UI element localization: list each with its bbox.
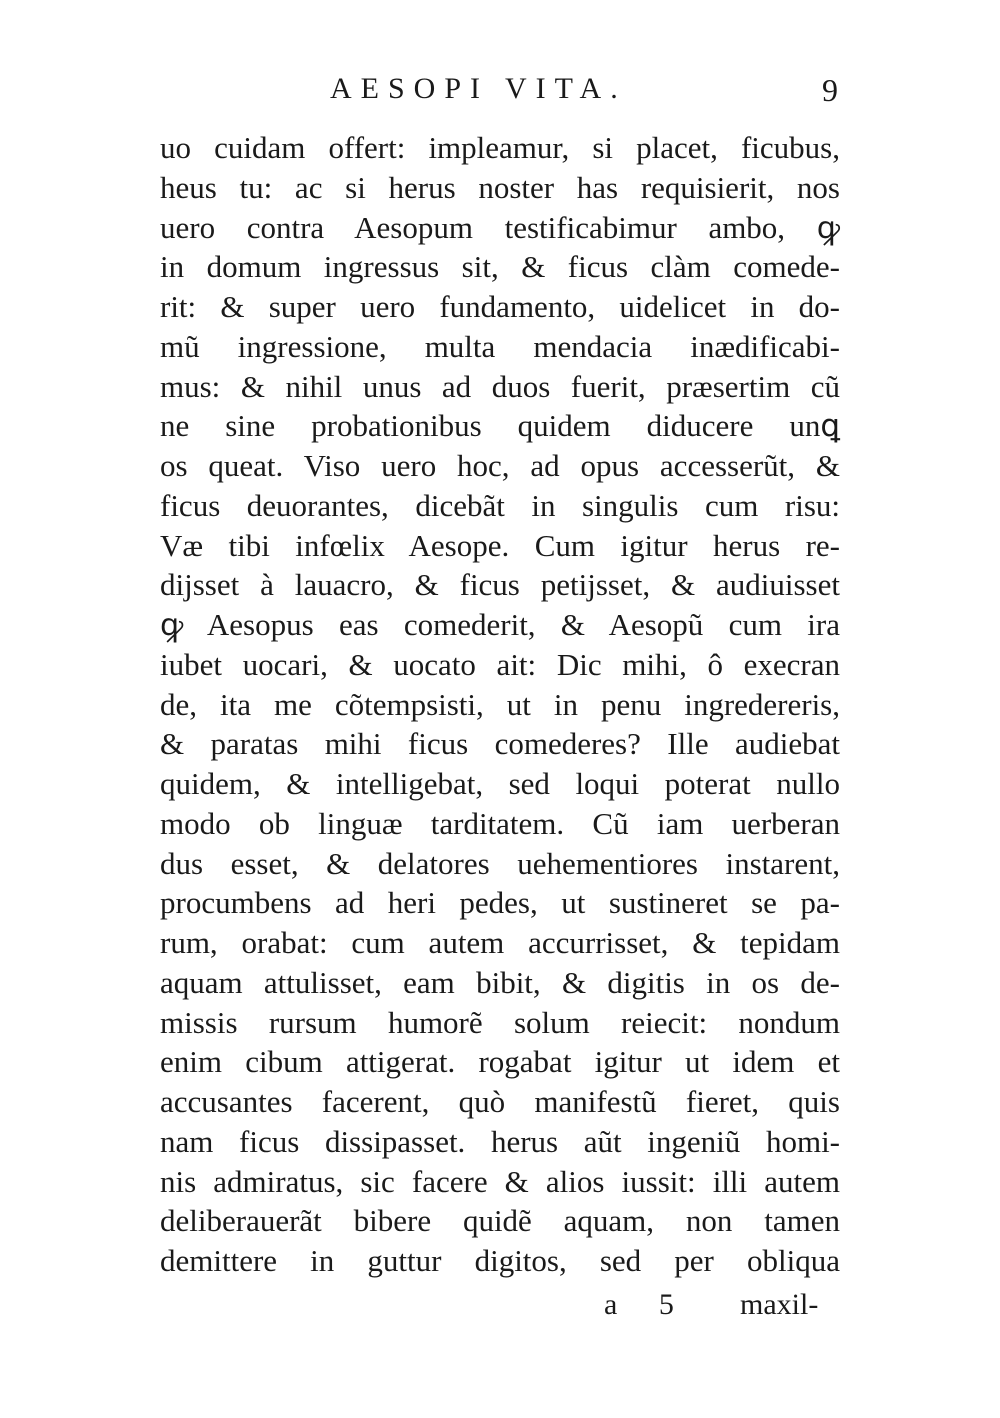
text-line: accusantes facerent, quò manifestũ fieret, quis — [160, 1084, 840, 1119]
text-line: nam ficus dissipasset. herus aũt ingeniũ homi- — [160, 1123, 840, 1159]
text-line: procumbens ad heri pedes, ut sustineret se pa- — [160, 885, 840, 921]
text-line: heus tu: ac si herus noster has requisierit, nos — [160, 169, 840, 205]
text-line: missis rursum humorẽ solum reiecit: nondum — [160, 1004, 840, 1040]
text-line: quidem, & intelligebat, sed loqui poterat nullo — [160, 766, 840, 801]
text-line: ne sine probationibus quidem diducere unꝗ — [160, 408, 840, 444]
page-number: 9 — [822, 72, 838, 108]
signature-mark: a 5 — [604, 1288, 674, 1321]
text-line: dus esset, & delatores uehementiores instarent, — [160, 845, 840, 881]
text-line: de, ita me cõtempsisti, ut in penu ingredereris, — [160, 686, 840, 722]
text-line: & paratas mihi ficus comederes? Ille audiebat — [160, 726, 840, 762]
text-line: uero contra Aesopum testificabimur ambo, ꝙ — [160, 209, 840, 245]
text-line: deliberauerãt bibere quidẽ aquam, non tamen — [160, 1203, 840, 1239]
text-line: nis admiratus, sic facere & alios iussit: illi autem — [160, 1163, 840, 1199]
text-line: mus: & nihil unus ad duos fuerit, præsertim cũ — [160, 368, 840, 404]
text-line: demittere in guttur digitos, sed per obliqua — [160, 1243, 840, 1278]
running-title: AESOPI VITA. — [330, 72, 627, 105]
text-line: rit: & super uero fundamento, uidelicet in do- — [160, 289, 840, 324]
text-line: in domum ingressus sit, & ficus clàm comede- — [160, 249, 840, 285]
text-line: ꝙ Aesopus eas comederit, & Aesopũ cum ira — [160, 607, 840, 642]
text-line: enim cibum attigerat. rogabat igitur ut idem et — [160, 1044, 840, 1080]
text-line: uo cuidam offert: impleamur, si placet, ficubus, — [160, 130, 840, 165]
text-line: mũ ingressione, multa mendacia inædificabi- — [160, 328, 840, 364]
text-line: os queat. Viso uero hoc, ad opus accesserũt, & — [160, 448, 840, 483]
text-line: ficus deuorantes, dicebãt in singulis cum risu: — [160, 487, 840, 523]
text-line: rum, orabat: cum autem accurrisset, & tepidam — [160, 925, 840, 960]
text-line: modo ob linguæ tarditatem. Cũ iam uerberan — [160, 805, 840, 841]
text-line: dijsset à lauacro, & ficus petijsset, & audiuisset — [160, 567, 840, 603]
text-line: Væ tibi infœlix Aesope. Cum igitur herus re- — [160, 527, 840, 563]
text-line: iubet uocari, & uocato ait: Dic mihi, ô execran — [160, 646, 840, 682]
text-line: aquam attulisset, eam bibit, & digitis in os de- — [160, 964, 840, 1000]
text-block — [160, 128, 840, 1281]
catchword: maxil- — [740, 1288, 819, 1321]
